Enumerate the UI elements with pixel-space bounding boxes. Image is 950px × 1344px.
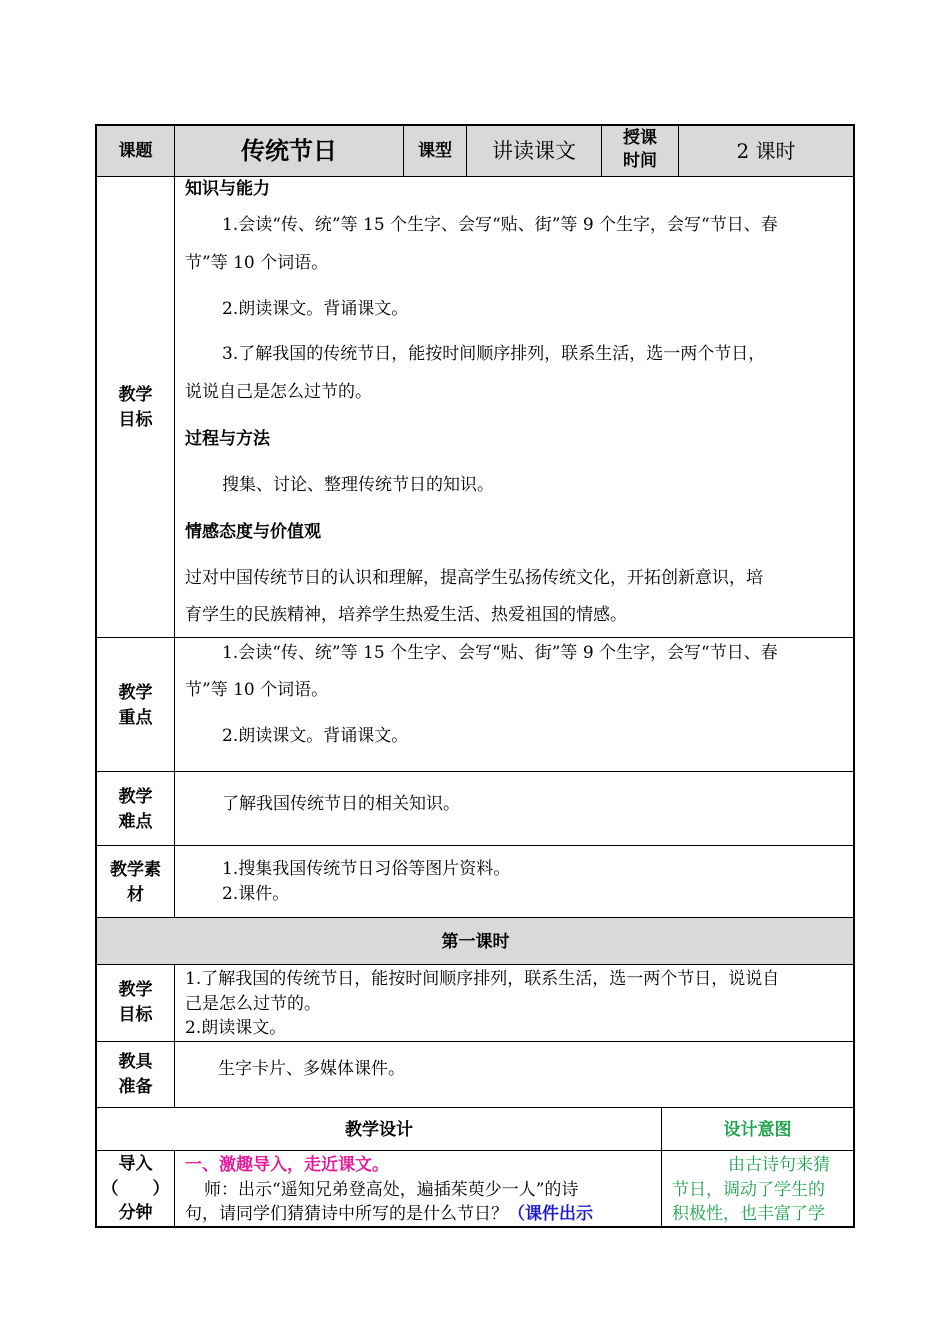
materials-label-2: 材 [127, 885, 144, 905]
topic-label: 课题 [118, 141, 153, 161]
objectives-line: 说说自己是怎么过节的。 [185, 382, 372, 402]
type-label: 课型 [418, 141, 452, 161]
objectives-line: 育学生的民族精神，培养学生热爱生活、热爱祖国的情感。 [185, 605, 627, 625]
key-points-line: 1.会读“传、统”等 15 个生字、会写“贴、街”等 9 个生字，会写“节日、春 [222, 643, 778, 663]
objectives-label-1: 教学 [118, 385, 153, 405]
objectives-heading-knowledge: 知识与能力 [185, 179, 270, 199]
objectives-line: 搜集、讨论、整理传统节日的知识。 [222, 475, 494, 495]
step-label-1: 导入 [118, 1154, 153, 1174]
tools-label-1: 教具 [118, 1052, 153, 1072]
lesson-objectives-label-2: 目标 [118, 1005, 153, 1025]
intent-content [662, 1151, 853, 1226]
objectives-heading-attitude: 情感态度与价值观 [185, 522, 321, 542]
objectives-label-2: 目标 [118, 410, 153, 430]
difficulties-label-1: 教学 [118, 787, 153, 807]
objectives-line: 节”等 10 个词语。 [185, 253, 329, 273]
key-points-line: 节”等 10 个词语。 [185, 680, 329, 700]
objectives-line: 过对中国传统节日的认识和理解，提高学生弘扬传统文化，开拓创新意识，培 [185, 568, 763, 588]
step-content [175, 1151, 661, 1226]
key-points-label-1: 教学 [118, 683, 153, 703]
key-points-line: 2.朗读课文。背诵课文。 [222, 726, 409, 746]
tools-text: 生字卡片、多媒体课件。 [218, 1059, 405, 1079]
time-value: 2 课时 [736, 139, 796, 163]
topic-value: 传统节日 [241, 137, 337, 165]
intent-line: 积极性，也丰富了学 [672, 1204, 825, 1224]
time-label-2: 时间 [623, 151, 657, 171]
materials-line: 1.搜集我国传统节日习俗等图片资料。 [222, 859, 511, 879]
step-label-2: （ ） [101, 1179, 170, 1199]
intent-line: 节日，调动了学生的 [672, 1180, 825, 1200]
objectives-line: 2.朗读课文。背诵课文。 [222, 299, 409, 319]
time-label-1: 授课 [623, 128, 657, 148]
lesson-objectives-line: 己是怎么过节的。 [185, 994, 321, 1014]
key-points-label-2: 重点 [118, 708, 153, 728]
type-value: 讲读课文 [492, 139, 576, 163]
difficulties-label-2: 难点 [118, 812, 153, 832]
objectives-line: 3.了解我国的传统节日，能按时间顺序排列，联系生活，选一两个节日， [222, 344, 766, 364]
lesson-title: 第一课时 [441, 932, 510, 952]
materials-line: 2.课件。 [222, 884, 290, 904]
lesson-objectives-label-1: 教学 [118, 980, 153, 1000]
courseware-tag: （课件出示 [508, 1204, 593, 1224]
step-label-3: 分钟 [118, 1203, 153, 1223]
tools-label-2: 准备 [118, 1077, 153, 1097]
objectives-line: 1.会读“传、统”等 15 个生字、会写“贴、街”等 9 个生字，会写“节日、春 [222, 215, 778, 235]
design-header: 教学设计 [345, 1120, 413, 1140]
intent-line: 由古诗句来猜 [728, 1155, 830, 1175]
materials-label-1: 教学素 [110, 860, 161, 880]
lesson-objectives-line: 2.朗读课文。 [185, 1018, 287, 1038]
lesson-objectives-line: 1.了解我国的传统节日，能按时间顺序排列，联系生活，选一两个节日，说说自 [185, 969, 780, 989]
difficulties-text: 了解我国传统节日的相关知识。 [222, 794, 460, 814]
step-body-line: 师：出示“遥知兄弟登高处，遍插茱萸少一人”的诗 [204, 1180, 579, 1200]
step-body-line: 句，请同学们猜猜诗中所写的是什么节日？（课件出示 [185, 1204, 593, 1224]
step-title: 一、激趣导入，走近课文。 [185, 1155, 389, 1175]
intent-header: 设计意图 [723, 1120, 792, 1140]
objectives-heading-process: 过程与方法 [185, 429, 270, 449]
